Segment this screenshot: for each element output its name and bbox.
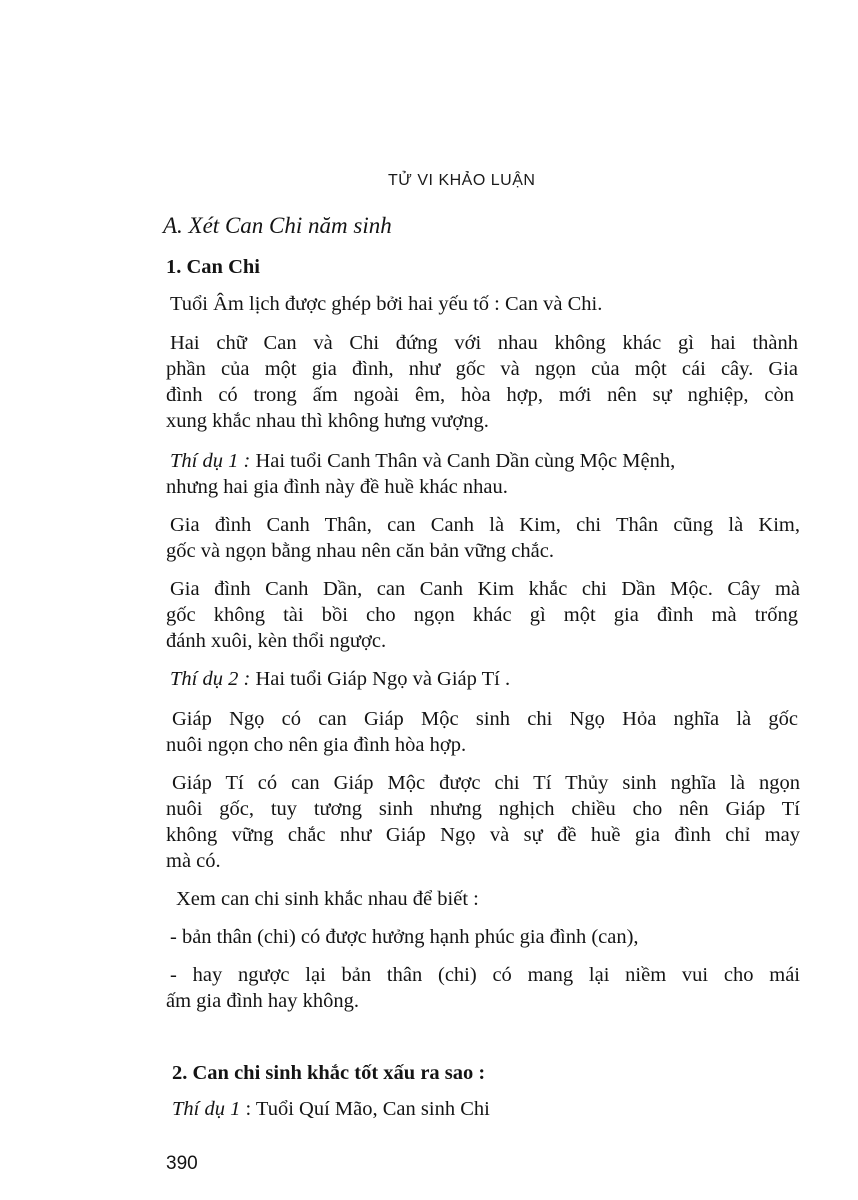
sub2-example-1-line	[172, 1096, 490, 1122]
paragraph-line: phần của một gia đình, như gốc và ngọn của một cái cây. Gia	[166, 358, 798, 380]
paragraph-line: nuôi ngọn cho nên gia đình hòa hợp.	[166, 734, 467, 756]
paragraph-line: ấm gia đình hay không.	[166, 990, 360, 1012]
see-intro-line: Xem can chi sinh khắc nhau để biết :	[176, 888, 479, 910]
paragraph-line: Giáp Ngọ có can Giáp Mộc sinh chi Ngọ Hỏa nghĩa là gốc	[172, 708, 798, 730]
page-number: 390	[166, 1153, 198, 1174]
paragraph-line: gốc và ngọn bằng nhau nên căn bản vững chắc.	[166, 540, 554, 562]
paragraph-line: gốc không tài bồi cho ngọn khác gì một gia đình mà trống	[166, 604, 798, 626]
example-label: Thí dụ 1	[172, 1098, 241, 1120]
bullet-line: - bản thân (chi) có được hưởng hạnh phúc gia đình (can),	[170, 926, 639, 948]
example-label: Thí dụ 1 :	[170, 450, 251, 472]
example-label: Thí dụ 2 :	[170, 668, 251, 690]
paragraph-line: xung khắc nhau thì không hưng vượng.	[166, 410, 489, 432]
running-head: TỬ VI KHẢO LUẬN	[388, 172, 536, 189]
paragraph-line: không vững chắc như Giáp Ngọ và sự đề huề gia đình chỉ may	[166, 824, 800, 846]
example-text: Hai tuổi Giáp Ngọ và Giáp Tí .	[255, 668, 511, 690]
paragraph-line: Giáp Tí có can Giáp Mộc được chi Tí Thủy sinh nghĩa là ngọn	[172, 772, 800, 794]
subsection-1-heading: 1. Can Chi	[166, 256, 260, 278]
example-2-line	[170, 666, 510, 692]
section-a-title: A. Xét Can Chi năm sinh	[163, 213, 392, 238]
example-1-line	[170, 448, 675, 474]
paragraph-line: đình có trong ấm ngoài êm, hòa hợp, mới nên sự nghiệp, còn	[166, 384, 794, 406]
example-text: Hai tuổi Canh Thân và Canh Dần cùng Mộc Mệnh,	[255, 450, 676, 472]
intro-line: Tuổi Âm lịch được ghép bởi hai yếu tố : Can và Chi.	[170, 293, 603, 315]
paragraph-line: mà có.	[166, 850, 221, 872]
paragraph-line: Gia đình Canh Dần, can Canh Kim khắc chi Dần Mộc. Cây mà	[170, 578, 800, 600]
paragraph-line: Hai chữ Can và Chi đứng với nhau không khác gì hai thành	[170, 332, 798, 354]
subsection-2-heading: 2. Can chi sinh khắc tốt xấu ra sao :	[172, 1062, 486, 1084]
bullet-line: - hay ngược lại bản thân (chi) có mang lại niềm vui cho mái	[170, 964, 800, 986]
paragraph-line: đánh xuôi, kèn thổi ngược.	[166, 630, 387, 652]
paragraph-line: nuôi gốc, tuy tương sinh nhưng nghịch chiều cho nên Giáp Tí	[166, 798, 800, 820]
paragraph-line: nhưng hai gia đình này đề huề khác nhau.	[166, 476, 508, 498]
paragraph-line: Gia đình Canh Thân, can Canh là Kim, chi Thân cũng là Kim,	[170, 514, 800, 536]
example-text: : Tuổi Quí Mão, Can sinh Chi	[240, 1098, 490, 1120]
